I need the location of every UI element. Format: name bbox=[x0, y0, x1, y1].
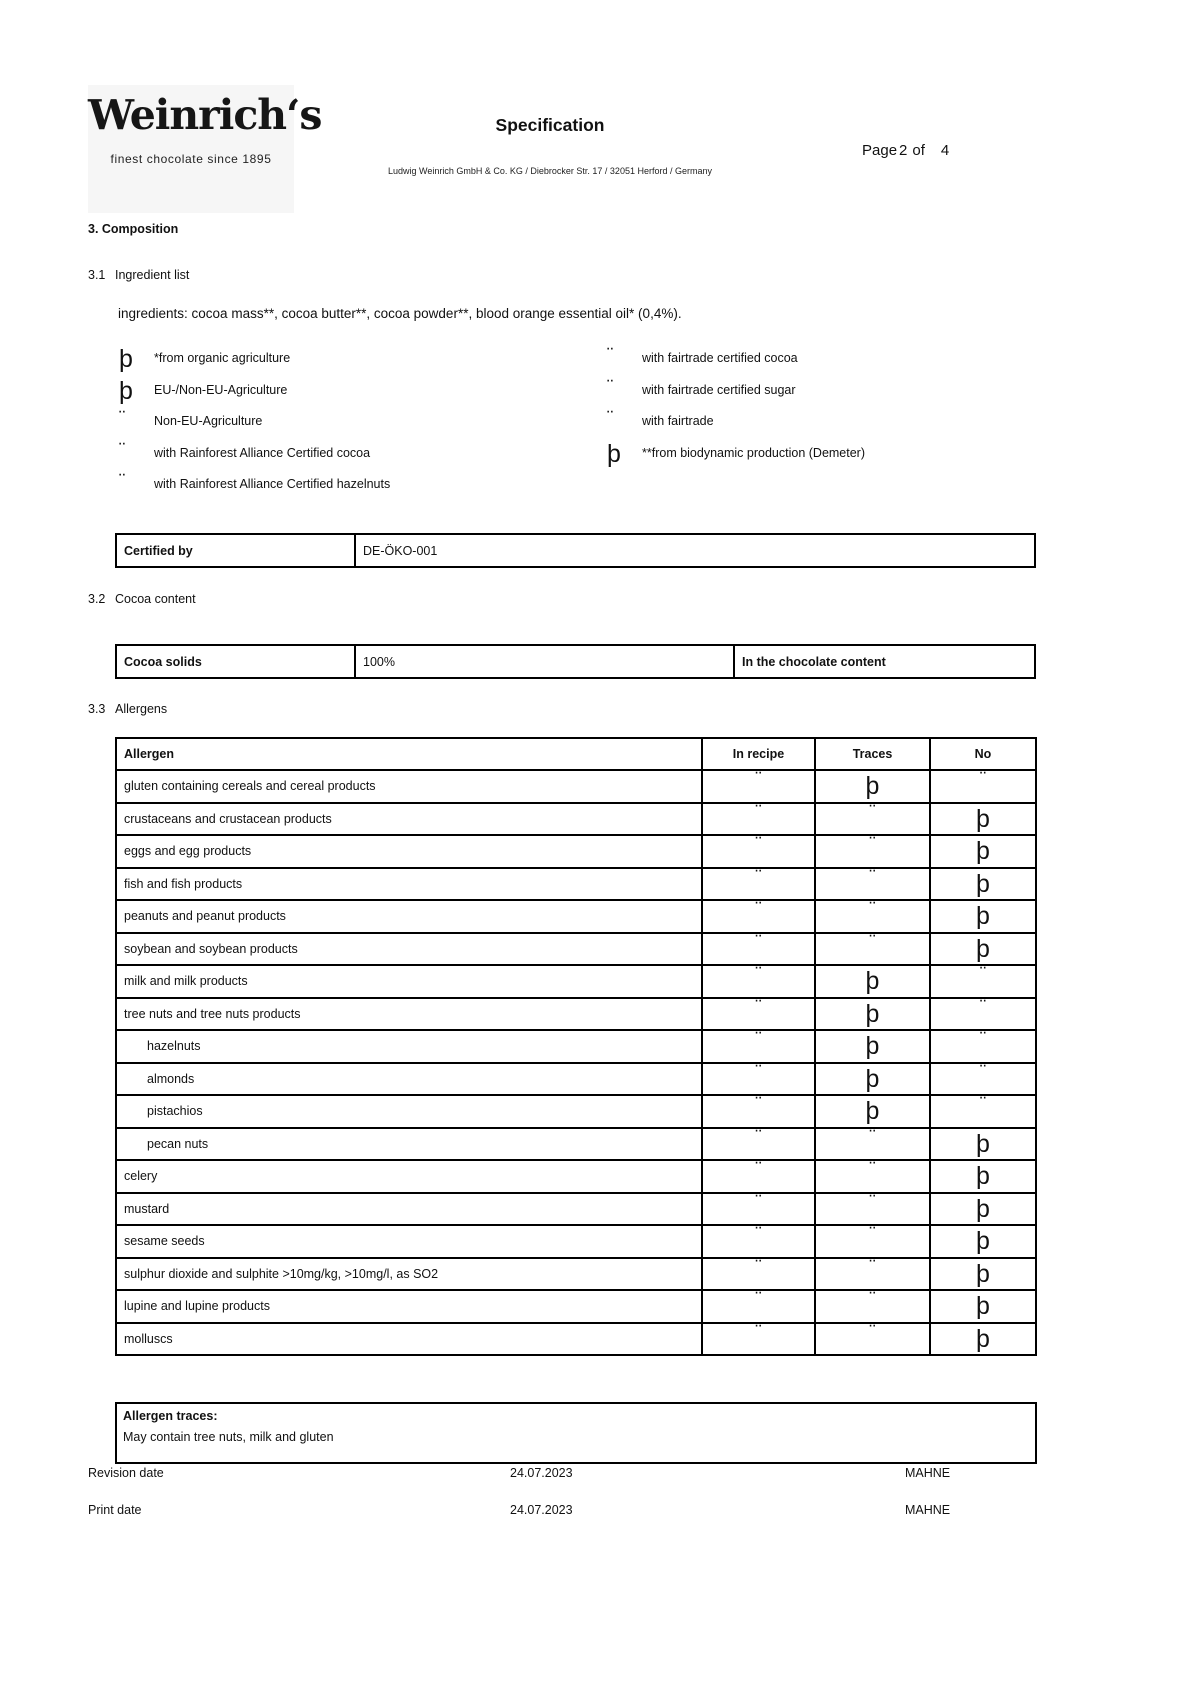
agriculture-options bbox=[115, 345, 1036, 506]
option-label: with fairtrade certified cocoa bbox=[642, 351, 798, 365]
checkbox-icon: ¨ bbox=[607, 345, 614, 366]
table-row bbox=[116, 645, 1035, 678]
no-cell bbox=[930, 933, 1036, 966]
footer-date: 24.07.2023 bbox=[510, 1466, 573, 1480]
traces-cell bbox=[815, 933, 930, 966]
cocoa-content-table bbox=[115, 644, 1036, 679]
checkbox-icon: ¨ bbox=[979, 1094, 987, 1116]
checkbox-icon: þ bbox=[976, 869, 990, 898]
checkbox-icon: þ bbox=[976, 902, 990, 931]
section-ingredient-list-heading bbox=[88, 268, 190, 282]
checkbox-icon: ¨ bbox=[119, 471, 126, 493]
checkbox-icon: ¨ bbox=[755, 801, 762, 823]
section-number: 3.3 bbox=[88, 702, 106, 716]
allergen-table-row bbox=[116, 1160, 1036, 1193]
allergen-table-row bbox=[116, 868, 1036, 901]
checkbox-icon: þ bbox=[865, 967, 880, 996]
allergen-table-row bbox=[116, 770, 1036, 803]
option-label: with fairtrade bbox=[642, 414, 714, 429]
traces-cell bbox=[815, 1063, 930, 1096]
in-recipe-cell bbox=[702, 933, 815, 966]
ingredient-option bbox=[115, 376, 603, 412]
traces-cell bbox=[815, 868, 930, 901]
no-cell bbox=[930, 900, 1036, 933]
no-cell bbox=[930, 1095, 1036, 1128]
checkbox-icon: ¨ bbox=[755, 1224, 762, 1246]
checkbox-icon: ¨ bbox=[979, 996, 987, 1018]
allergen-name: peanuts and peanut products bbox=[116, 900, 702, 933]
document-title: Specification bbox=[495, 115, 605, 135]
footer-author: MAHNE bbox=[905, 1466, 951, 1480]
allergen-table-row bbox=[116, 965, 1036, 998]
allergen-name: lupine and lupine products bbox=[116, 1290, 702, 1323]
allergen-name: crustaceans and crustacean products bbox=[116, 803, 702, 836]
traces-cell bbox=[815, 1225, 930, 1258]
checkbox-icon: þ bbox=[976, 804, 990, 833]
allergen-table-row bbox=[116, 803, 1036, 836]
cocoa-solids-label: Cocoa solids bbox=[116, 645, 355, 678]
in-recipe-cell bbox=[702, 868, 815, 901]
in-recipe-cell bbox=[702, 770, 815, 803]
checkbox-icon: ¨ bbox=[979, 964, 987, 986]
checkbox-icon: ¨ bbox=[869, 899, 876, 921]
header-allergen: Allergen bbox=[116, 738, 702, 770]
ingredient-option bbox=[115, 439, 603, 475]
certified-by-table bbox=[115, 533, 1036, 568]
ingredients-text: ingredients: cocoa mass**, cocoa butter**, cocoa powder**, blood orange essential oil* (0,4%). bbox=[118, 306, 682, 321]
cocoa-solids-note: In the chocolate content bbox=[734, 645, 1035, 678]
traces-cell bbox=[815, 1193, 930, 1226]
in-recipe-cell bbox=[702, 998, 815, 1031]
option-label: with Rainforest Alliance Certified cocoa bbox=[154, 445, 371, 460]
in-recipe-cell bbox=[702, 1063, 815, 1096]
allergen-table-row bbox=[116, 1128, 1036, 1161]
checkbox-icon: þ bbox=[119, 345, 133, 373]
in-recipe-cell bbox=[702, 1290, 815, 1323]
checkbox-icon: þ bbox=[865, 1097, 880, 1126]
footer-label: Revision date bbox=[88, 1466, 164, 1480]
option-label: **from biodynamic production (Demeter) bbox=[642, 445, 866, 460]
allergen-traces-box bbox=[115, 1402, 1037, 1464]
allergen-table-row bbox=[116, 835, 1036, 868]
allergen-name: pistachios bbox=[116, 1095, 702, 1128]
checkbox-icon: þ bbox=[976, 837, 990, 866]
checkbox-icon: þ bbox=[976, 934, 990, 963]
allergen-table-row bbox=[116, 1063, 1036, 1096]
footer-date: 24.07.2023 bbox=[510, 1503, 573, 1517]
allergen-name: pecan nuts bbox=[116, 1128, 702, 1161]
header-no: No bbox=[930, 738, 1036, 770]
allergen-name: hazelnuts bbox=[116, 1030, 702, 1063]
no-cell bbox=[930, 965, 1036, 998]
ingredient-option bbox=[115, 345, 603, 380]
ingredient-option bbox=[603, 439, 1036, 475]
checkbox-icon: þ bbox=[607, 439, 621, 468]
checkbox-icon: ¨ bbox=[979, 769, 987, 791]
option-label: *from organic agriculture bbox=[154, 351, 291, 365]
allergen-table-row bbox=[116, 933, 1036, 966]
header-traces: Traces bbox=[815, 738, 930, 770]
section-title: Ingredient list bbox=[115, 268, 190, 282]
allergen-name: sulphur dioxide and sulphite >10mg/kg, >10mg/l, as SO2 bbox=[116, 1258, 702, 1291]
checkbox-icon: þ bbox=[865, 999, 880, 1028]
checkbox-icon: ¨ bbox=[755, 1256, 762, 1278]
section-number: 3.1 bbox=[88, 268, 106, 282]
traces-cell bbox=[815, 900, 930, 933]
allergen-name: eggs and egg products bbox=[116, 835, 702, 868]
allergen-name: milk and milk products bbox=[116, 965, 702, 998]
allergen-name: celery bbox=[116, 1160, 702, 1193]
allergen-table-header-row bbox=[116, 738, 1036, 770]
checkbox-icon: ¨ bbox=[755, 769, 762, 791]
company-address: Ludwig Weinrich GmbH & Co. KG / Diebrocker Str. 17 / 32051 Herford / Germany bbox=[388, 166, 712, 176]
checkbox-icon: ¨ bbox=[869, 801, 876, 823]
ingredient-option bbox=[603, 408, 1036, 443]
checkbox-icon: ¨ bbox=[979, 1029, 987, 1051]
checkbox-icon: þ bbox=[976, 1259, 990, 1288]
option-label: with fairtrade certified sugar bbox=[642, 382, 796, 397]
traces-cell bbox=[815, 803, 930, 836]
checkbox-icon: ¨ bbox=[869, 866, 876, 888]
allergen-table-row bbox=[116, 1095, 1036, 1128]
option-label: Non-EU-Agriculture bbox=[154, 414, 263, 429]
checkbox-icon: ¨ bbox=[755, 1126, 762, 1148]
checkbox-icon: ¨ bbox=[869, 1321, 876, 1343]
section-title: Allergens bbox=[115, 702, 168, 716]
page-of-label: of bbox=[912, 142, 925, 159]
in-recipe-cell bbox=[702, 1095, 815, 1128]
checkbox-icon: ¨ bbox=[755, 996, 762, 1018]
in-recipe-cell bbox=[702, 1258, 815, 1291]
allergen-name: tree nuts and tree nuts products bbox=[116, 998, 702, 1031]
certified-by-value: DE-ÖKO-001 bbox=[355, 534, 1035, 567]
header-in-recipe: In recipe bbox=[702, 738, 815, 770]
in-recipe-cell bbox=[702, 1225, 815, 1258]
checkbox-icon: ¨ bbox=[869, 931, 876, 953]
in-recipe-cell bbox=[702, 1193, 815, 1226]
traces-cell bbox=[815, 770, 930, 803]
checkbox-icon: þ bbox=[976, 1129, 990, 1158]
checkbox-icon: þ bbox=[865, 1064, 880, 1093]
checkbox-icon: ¨ bbox=[869, 1289, 876, 1311]
no-cell bbox=[930, 1323, 1036, 1356]
allergen-table-row bbox=[116, 998, 1036, 1031]
allergen-name: almonds bbox=[116, 1063, 702, 1096]
checkbox-icon: ¨ bbox=[869, 1191, 876, 1213]
page-label: Page bbox=[862, 142, 898, 159]
checkbox-icon: ¨ bbox=[755, 964, 762, 986]
checkbox-icon: ¨ bbox=[869, 1256, 876, 1278]
allergen-traces-text: May contain tree nuts, milk and gluten bbox=[123, 1430, 334, 1444]
no-cell bbox=[930, 803, 1036, 836]
no-cell bbox=[930, 1290, 1036, 1323]
page-total: 4 bbox=[940, 142, 950, 159]
option-label: with Rainforest Alliance Certified hazelnuts bbox=[154, 477, 391, 492]
allergen-table-row bbox=[116, 1225, 1036, 1258]
checkbox-icon: þ bbox=[976, 1324, 990, 1353]
page-number bbox=[862, 142, 949, 159]
allergen-table-row bbox=[116, 1290, 1036, 1323]
option-label: EU-/Non-EU-Agriculture bbox=[154, 382, 288, 397]
allergen-table-row bbox=[116, 900, 1036, 933]
no-cell bbox=[930, 1128, 1036, 1161]
table-row bbox=[116, 534, 1035, 567]
allergen-name: molluscs bbox=[116, 1323, 702, 1356]
in-recipe-cell bbox=[702, 1128, 815, 1161]
checkbox-icon: ¨ bbox=[869, 1224, 876, 1246]
checkbox-icon: ¨ bbox=[755, 834, 762, 856]
checkbox-icon: ¨ bbox=[755, 866, 762, 888]
allergen-table-row bbox=[116, 1258, 1036, 1291]
allergen-name: fish and fish products bbox=[116, 868, 702, 901]
traces-cell bbox=[815, 835, 930, 868]
checkbox-icon: ¨ bbox=[869, 1159, 876, 1181]
checkbox-icon: þ bbox=[976, 1194, 990, 1223]
no-cell bbox=[930, 1225, 1036, 1258]
cocoa-solids-value: 100% bbox=[355, 645, 734, 678]
checkbox-icon: þ bbox=[119, 376, 133, 405]
no-cell bbox=[930, 1030, 1036, 1063]
options-left-column bbox=[115, 345, 603, 506]
section-number: 3.2 bbox=[88, 592, 106, 606]
in-recipe-cell bbox=[702, 900, 815, 933]
allergen-table-row bbox=[116, 1323, 1036, 1356]
logo-wordmark: Weinrich‘s bbox=[88, 91, 322, 139]
traces-cell bbox=[815, 1030, 930, 1063]
section-cocoa-content-heading bbox=[88, 592, 196, 606]
allergen-name: mustard bbox=[116, 1193, 702, 1226]
checkbox-icon: ¨ bbox=[755, 1191, 762, 1213]
no-cell bbox=[930, 1063, 1036, 1096]
checkbox-icon: ¨ bbox=[979, 1061, 987, 1083]
checkbox-icon: þ bbox=[865, 1032, 880, 1061]
traces-cell bbox=[815, 998, 930, 1031]
in-recipe-cell bbox=[702, 1030, 815, 1063]
traces-cell bbox=[815, 1095, 930, 1128]
checkbox-icon: ¨ bbox=[755, 1159, 762, 1181]
checkbox-icon: ¨ bbox=[119, 439, 126, 461]
traces-cell bbox=[815, 1128, 930, 1161]
footer-label: Print date bbox=[88, 1503, 142, 1517]
no-cell bbox=[930, 998, 1036, 1031]
checkbox-icon: ¨ bbox=[755, 1094, 762, 1116]
traces-cell bbox=[815, 965, 930, 998]
traces-cell bbox=[815, 1258, 930, 1291]
section-title: Cocoa content bbox=[115, 592, 196, 606]
traces-cell bbox=[815, 1160, 930, 1193]
no-cell bbox=[930, 1258, 1036, 1291]
in-recipe-cell bbox=[702, 965, 815, 998]
in-recipe-cell bbox=[702, 1160, 815, 1193]
checkbox-icon: ¨ bbox=[607, 408, 614, 430]
page-current: 2 bbox=[899, 142, 908, 159]
certified-by-label: Certified by bbox=[116, 534, 355, 567]
checkbox-icon: þ bbox=[976, 1227, 990, 1256]
checkbox-icon: ¨ bbox=[755, 1029, 762, 1051]
allergen-table bbox=[115, 737, 1037, 1356]
in-recipe-cell bbox=[702, 803, 815, 836]
section-composition-heading: 3. Composition bbox=[88, 222, 179, 236]
ingredient-option bbox=[115, 471, 603, 506]
footer-author: MAHNE bbox=[905, 1503, 951, 1517]
no-cell bbox=[930, 1193, 1036, 1226]
allergen-traces-title: Allergen traces: bbox=[123, 1409, 218, 1423]
checkbox-icon: þ bbox=[865, 772, 880, 801]
options-right-column bbox=[603, 345, 1036, 506]
logo-tagline: finest chocolate since 1895 bbox=[110, 152, 272, 167]
checkbox-icon: ¨ bbox=[869, 834, 876, 856]
ingredient-option bbox=[115, 408, 603, 443]
checkbox-icon: ¨ bbox=[755, 1061, 762, 1083]
no-cell bbox=[930, 835, 1036, 868]
allergen-name: sesame seeds bbox=[116, 1225, 702, 1258]
traces-cell bbox=[815, 1323, 930, 1356]
checkbox-icon: ¨ bbox=[607, 376, 614, 398]
allergen-name: soybean and soybean products bbox=[116, 933, 702, 966]
ingredient-option bbox=[603, 376, 1036, 412]
checkbox-icon: ¨ bbox=[755, 1321, 762, 1343]
no-cell bbox=[930, 868, 1036, 901]
no-cell bbox=[930, 1160, 1036, 1193]
checkbox-icon: þ bbox=[976, 1292, 990, 1321]
checkbox-icon: ¨ bbox=[755, 931, 762, 953]
checkbox-icon: ¨ bbox=[755, 1289, 762, 1311]
checkbox-icon: þ bbox=[976, 1162, 990, 1191]
in-recipe-cell bbox=[702, 835, 815, 868]
ingredient-option bbox=[603, 345, 1036, 380]
checkbox-icon: ¨ bbox=[869, 1126, 876, 1148]
traces-cell bbox=[815, 1290, 930, 1323]
allergen-name: gluten containing cereals and cereal products bbox=[116, 770, 702, 803]
no-cell bbox=[930, 770, 1036, 803]
checkbox-icon: ¨ bbox=[119, 408, 126, 430]
allergen-table-row bbox=[116, 1193, 1036, 1226]
section-allergens-heading bbox=[88, 702, 168, 716]
checkbox-icon: ¨ bbox=[755, 899, 762, 921]
in-recipe-cell bbox=[702, 1323, 815, 1356]
allergen-table-row bbox=[116, 1030, 1036, 1063]
company-logo bbox=[88, 85, 322, 213]
